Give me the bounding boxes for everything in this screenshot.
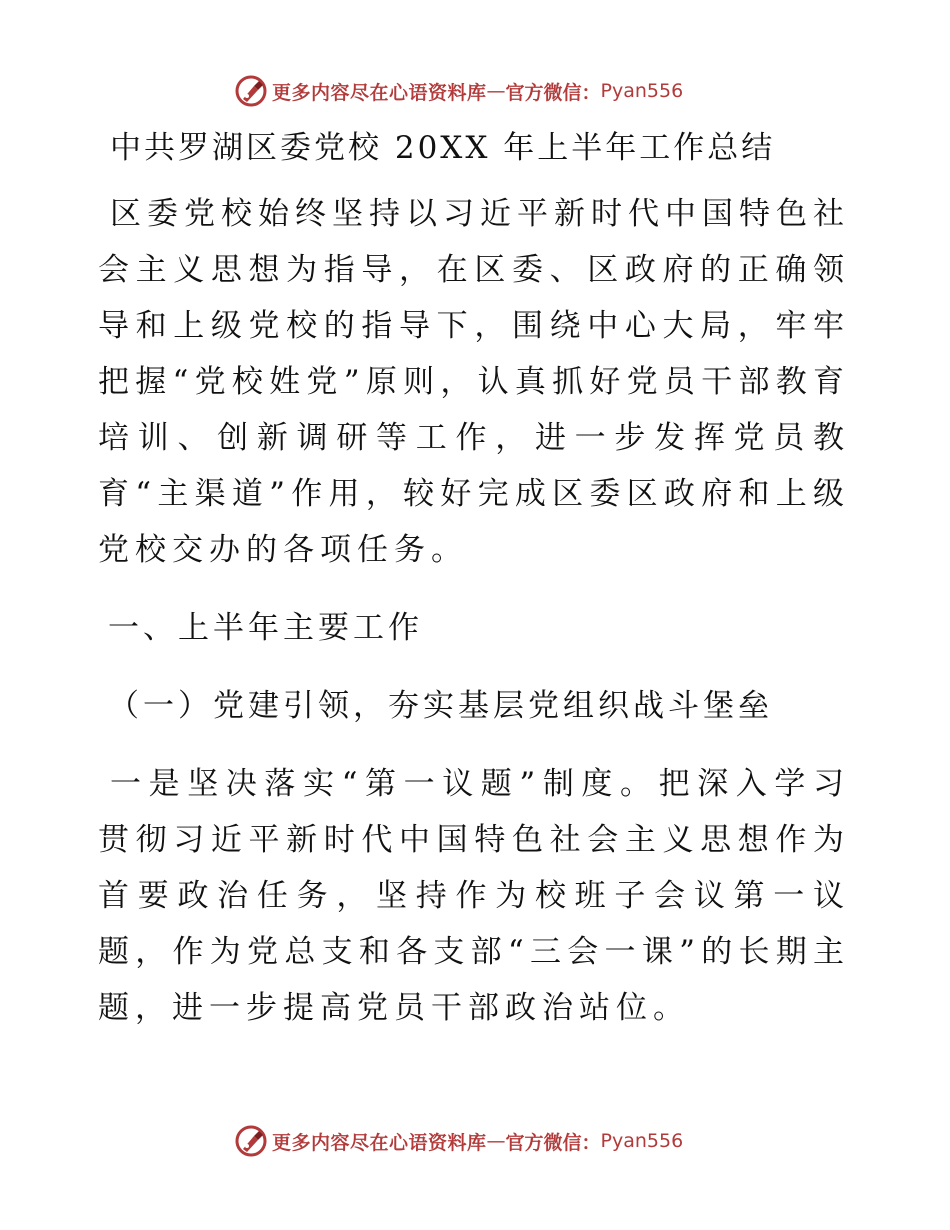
pen-logo-icon xyxy=(234,1124,268,1158)
banner-wechat-id: Pyan556 xyxy=(600,1130,684,1152)
body-paragraph: 一是坚决落实“第一议题”制度。把深入学习贯彻习近平新时代中国特色社会主义思想作为首要政治任务，坚持作为校班子会议第一议题，作为党总支和各支部“三会一课”的长期主题，进一步提高党员干部政治站位。 xyxy=(98,766,850,1026)
banner-wechat-id: Pyan556 xyxy=(600,80,684,102)
banner-text: 更多内容尽在心语资料库 xyxy=(272,81,487,104)
document-title: 中共罗湖区委党校 20XX 年上半年工作总结 xyxy=(110,130,776,166)
subsection-heading: （一）党建引领，夯实基层党组织战斗堡垒 xyxy=(108,688,773,724)
footer-banner xyxy=(234,1122,754,1160)
pen-logo-icon xyxy=(234,74,268,108)
intro-paragraph: 区委党校始终坚持以习近平新时代中国特色社会主义思想为指导，在区委、区政府的正确领导和上级党校的指导下，围绕中心大局，牢牢把握“党校姓党”原则，认真抓好党员干部教育培训、创新调研等工作，进一步发挥党员教育“主渠道”作用，较好完成区委区政府和上级党校交办的各项任务。 xyxy=(98,196,850,568)
header-banner xyxy=(234,72,754,110)
document-body xyxy=(98,120,850,1058)
section-heading: 一、上半年主要工作 xyxy=(108,610,423,646)
banner-wechat-label: 官方微信： xyxy=(505,81,601,104)
banner-text: 更多内容尽在心语资料库 xyxy=(272,1131,487,1154)
banner-separator: — xyxy=(486,80,506,102)
banner-wechat-label: 官方微信： xyxy=(505,1131,601,1154)
banner-separator: — xyxy=(486,1130,506,1152)
